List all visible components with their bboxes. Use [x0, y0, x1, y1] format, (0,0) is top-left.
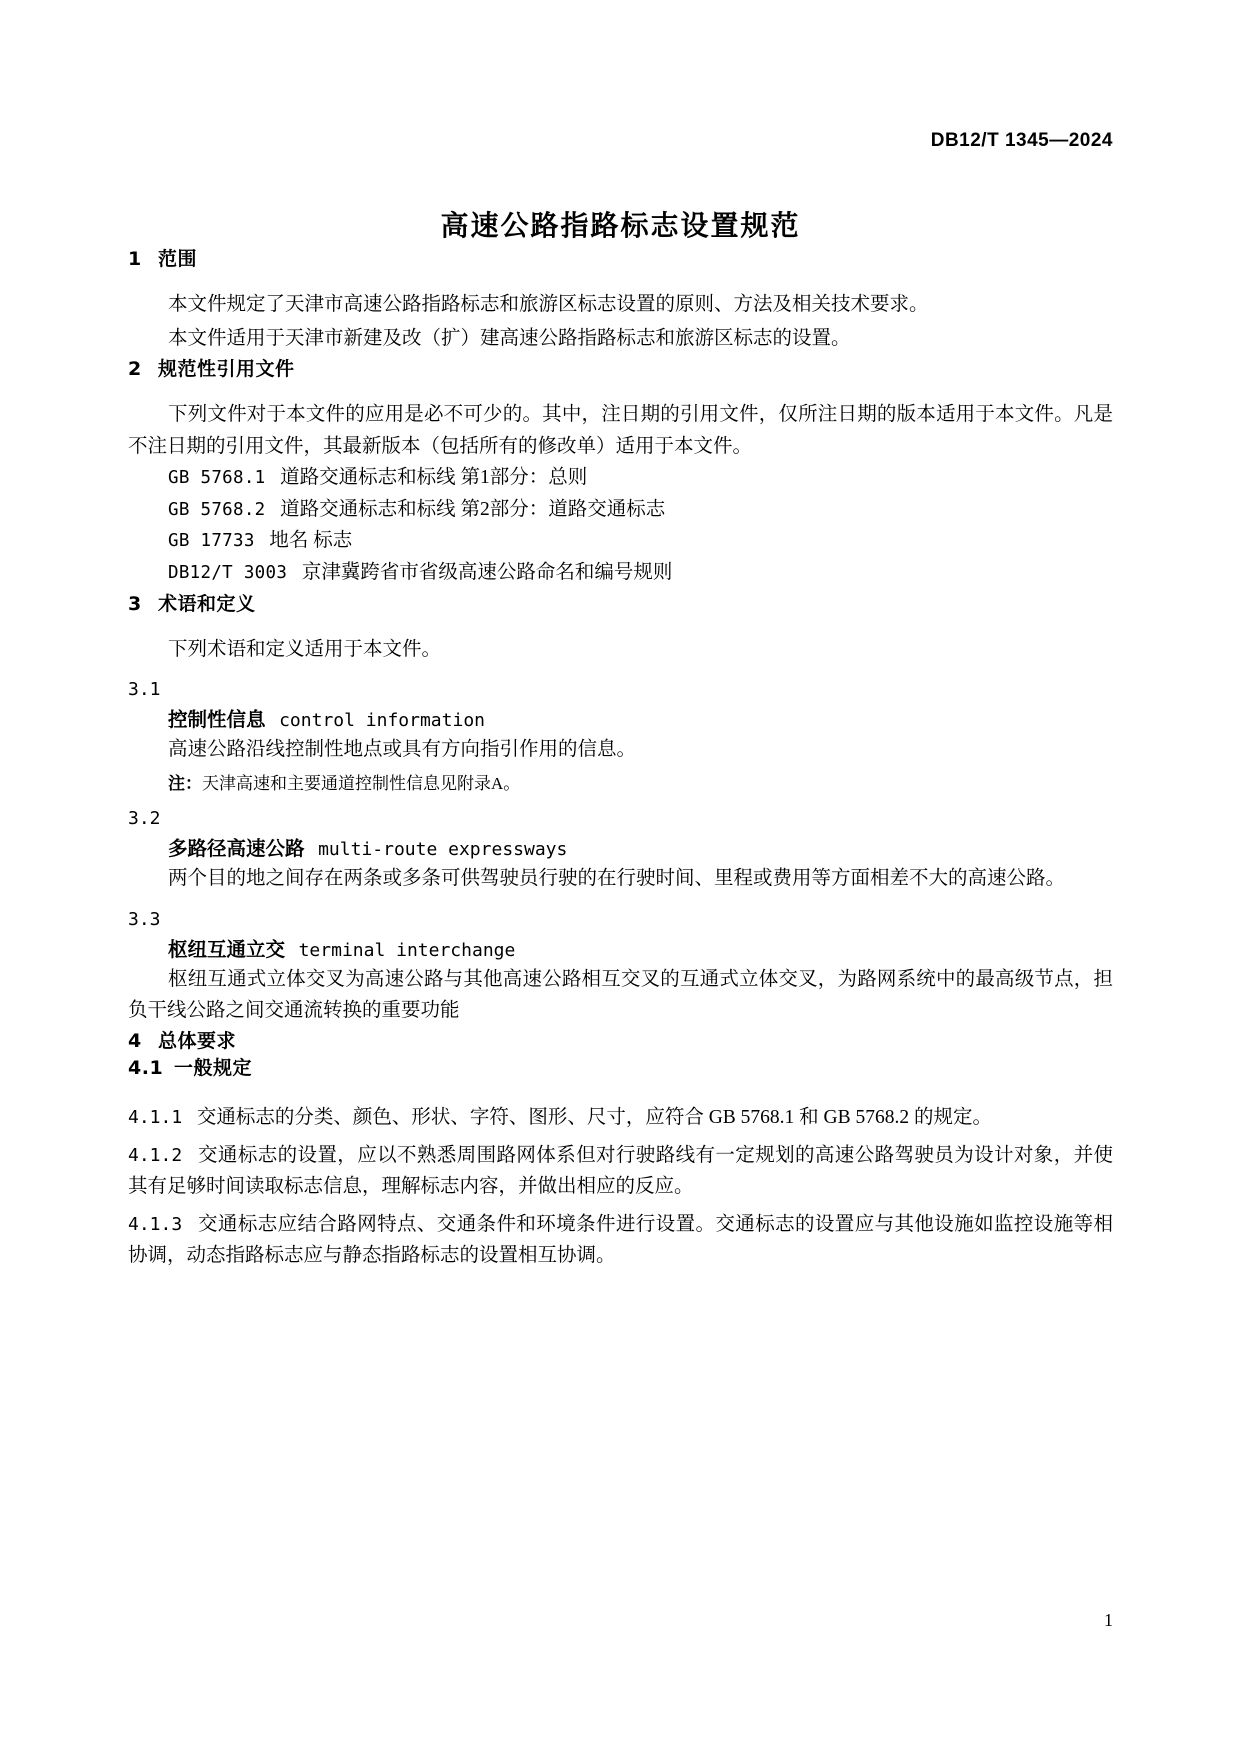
page-content: [128, 0, 1113, 1272]
term-number: 3.3: [128, 908, 161, 930]
section-heading-4: [128, 1026, 1113, 1053]
section-title-3: 术语和定义: [158, 592, 256, 615]
term-name: [128, 704, 1113, 732]
section-title-4-1: 一般规定: [174, 1056, 253, 1079]
section-heading-3: [128, 589, 1113, 616]
clause-4-1-3: [128, 1209, 1113, 1272]
clause-text-4-1-1: 交通标志的分类、颜色、形状、字符、图形、尺寸，应符合 GB 5768.1 和 GB 5768.2 的规定。: [196, 1106, 992, 1128]
reference-item: [128, 494, 1113, 526]
section-3-paragraph-1: 下列术语和定义适用于本文件。: [168, 638, 442, 660]
reference-code: GB 17733: [168, 531, 255, 552]
clause-number-4-1-2: 4.1.2: [128, 1144, 183, 1166]
term-definition: 高速公路沿线控制性地点或具有方向指引作用的信息。: [168, 739, 637, 761]
term-name-zh: 多路径高速公路: [168, 837, 305, 861]
reference-title: 地名 标志: [269, 530, 353, 552]
section-title-1: 范围: [158, 248, 198, 270]
term-definition: 枢纽互通式立体交叉为高速公路与其他高速公路相互交叉的互通式立体交叉，为路网系统中的最高级节点，担负干线公路之间交通流转换的重要功能: [128, 968, 1113, 1021]
term-number: 3.2: [128, 808, 161, 830]
section-heading-4-1: [128, 1053, 1113, 1080]
reference-item: [128, 525, 1113, 557]
reference-title: 道路交通标志和标线 第1部分：总则: [280, 467, 588, 489]
clause-4-1-1: [128, 1102, 1113, 1134]
term-definition: 两个目的地之间存在两条或多条可供驾驶员行驶的在行驶时间、里程或费用等方面相差不大的高速公路。: [168, 868, 1066, 890]
term-note-label: 注：: [168, 774, 202, 795]
reference-item: [128, 462, 1113, 494]
term-name-en: multi-route expressways: [318, 839, 568, 861]
clause-text-4-1-3: 交通标志应结合路网特点、交通条件和环境条件进行设置。交通标志的设置应与其他设施如监控设施等相协调，动态指路标志应与静态指路标志的设置相互协调。: [128, 1213, 1113, 1267]
section-1-paragraph-2: 本文件适用于天津市新建及改（扩）建高速公路指路标志和旅游区标志的设置。: [168, 327, 851, 349]
section-heading-1: [128, 244, 1113, 271]
term-name-zh: 枢纽互通立交: [168, 937, 286, 961]
reference-code: GB 5768.1: [168, 468, 266, 489]
section-heading-2: [128, 354, 1113, 381]
reference-title: 京津冀跨省市省级高速公路命名和编号规则: [301, 562, 673, 584]
section-number-3: 3: [128, 592, 142, 615]
term-name-en: control information: [279, 710, 485, 732]
section-4-1-body: [128, 1102, 1113, 1272]
term-name: [128, 833, 1113, 861]
term-note: [128, 769, 1113, 794]
section-title-2: 规范性引用文件: [158, 358, 295, 381]
section-number-1: 1: [128, 248, 142, 270]
standard-number: DB12/T 1345—2024: [930, 130, 1113, 151]
reference-code: DB12/T 3003: [168, 563, 288, 584]
document-title: 高速公路指路标志设置规范: [440, 209, 801, 242]
section-number-4: 4: [128, 1029, 142, 1052]
section-number-4-1: 4.1: [128, 1056, 164, 1079]
term-name-en: terminal interchange: [298, 939, 516, 961]
term-name-zh: 控制性信息: [168, 708, 266, 732]
term-note-text: 天津高速和主要通道控制性信息见附录A。: [202, 774, 521, 794]
clause-number-4-1-3: 4.1.3: [128, 1213, 183, 1235]
section-number-2: 2: [128, 358, 142, 381]
clause-4-1-2: [128, 1140, 1113, 1203]
clause-number-4-1-1: 4.1.1: [128, 1106, 183, 1128]
section-1-paragraph-1: 本文件规定了天津市高速公路指路标志和旅游区标志设置的原则、方法及相关技术要求。: [168, 294, 929, 315]
term-number: 3.1: [128, 679, 161, 701]
term-name: [128, 934, 1113, 962]
section-title-4: 总体要求: [158, 1029, 237, 1052]
reference-code: GB 5768.2: [168, 499, 266, 520]
section-2-paragraph-1: 下列文件对于本文件的应用是必不可少的。其中，注日期的引用文件，仅所注日期的版本适用于本文件。凡是不注日期的引用文件，其最新版本（包括所有的修改单）适用于本文件。: [128, 404, 1113, 457]
clause-text-4-1-2: 交通标志的设置，应以不熟悉周围路网体系但对行驶路线有一定规划的高速公路驾驶员为设计对象，并使其有足够时间读取标志信息，理解标志内容，并做出相应的反应。: [128, 1144, 1113, 1198]
reference-item: [128, 557, 1113, 589]
reference-title: 道路交通标志和标线 第2部分：道路交通标志: [280, 498, 666, 520]
page-number: 1: [1104, 1610, 1113, 1630]
